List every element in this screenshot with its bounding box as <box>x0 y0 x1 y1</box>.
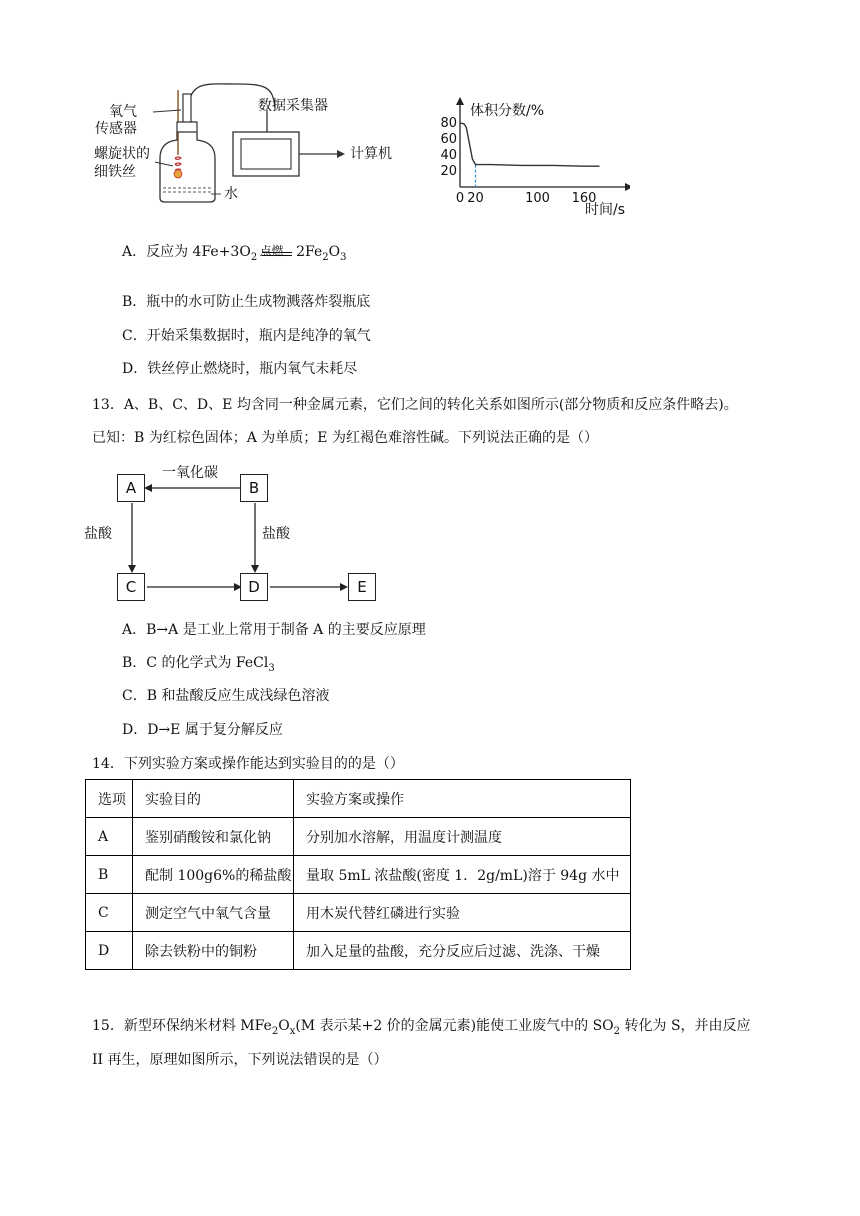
table-header-cell: 实验目的 <box>133 780 294 818</box>
x-tick-label: 100 <box>525 191 550 206</box>
table-header-row <box>86 780 631 818</box>
table-cell: 配制 100g6%的稀盐酸 <box>133 856 294 894</box>
y-axis-label: 体积分数/% <box>470 103 545 119</box>
q12-option-a: A．反应为 $4Fe+3O_2$ 点燃 $2Fe_2O_3$ <box>122 242 346 268</box>
q12-option-c: C．开始采集数据时，瓶内是纯净的氧气 <box>122 328 371 344</box>
table-cell: A <box>86 818 133 856</box>
y-tick-label: 80 <box>440 116 457 131</box>
series-line-0 <box>460 123 600 166</box>
q12-option-b: B．瓶中的水可防止生成物溅落炸裂瓶底 <box>122 294 371 310</box>
table-cell: D <box>86 932 133 970</box>
label-sensor: 传感器 <box>95 121 137 137</box>
label-spiral: 螺旋状的 <box>94 146 150 162</box>
table-cell: 分别加水溶解，用温度计测温度 <box>294 818 631 856</box>
node-b: B <box>240 474 268 502</box>
q12-option-d: D．铁丝停止燃烧时，瓶内氧气未耗尽 <box>122 361 358 377</box>
label-data-collector: 数据采集器 <box>258 98 328 114</box>
q13-stem-line1: 13．A、B、C、D、E 均含同一种金属元素，它们之间的转化关系如图所示(部分物质和反应条件略去)。 <box>92 397 738 413</box>
label-carbon-monoxide: 一氧化碳 <box>162 465 218 481</box>
table-cell: 加入足量的盐酸，充分反应后过滤、洗涤、干燥 <box>294 932 631 970</box>
table-cell: 用木炭代替红磷进行实验 <box>294 894 631 932</box>
x-tick-label: 0 <box>455 191 465 206</box>
label-oxygen: 氧气 <box>109 104 137 120</box>
y-tick-label: 20 <box>440 164 457 179</box>
x-tick-label: 20 <box>467 191 484 206</box>
reaction-condition: 点燃 <box>259 244 284 258</box>
table-row <box>86 894 631 932</box>
label-hcl-right: 盐酸 <box>262 526 290 542</box>
table-cell: C <box>86 894 133 932</box>
table-row <box>86 818 631 856</box>
x-tick-label: 160 <box>571 191 597 206</box>
node-d: D <box>240 573 268 601</box>
table-row <box>86 932 631 970</box>
label-water: 水 <box>224 186 238 202</box>
q13-option-c: C．B 和盐酸反应生成浅绿色溶液 <box>122 688 330 704</box>
y-axis-arrow <box>456 97 464 105</box>
table-header-cell: 选项 <box>86 780 133 818</box>
table-cell: 量取 5mL 浓盐酸(密度 1．2g/mL)溶于 94g 水中 <box>294 856 631 894</box>
chart-marks <box>460 123 600 187</box>
table-cell: 测定空气中氧气含量 <box>133 894 294 932</box>
q13-option-d: D．D→E 属于复分解反应 <box>122 722 283 738</box>
q13-stem-line2: 已知：B 为红棕色固体；A 为单质；E 为红褐色难溶性碱。下列说法正确的是（） <box>92 430 598 446</box>
label-computer: 计算机 <box>350 146 392 162</box>
q15-stem-line2: II 再生，原理如图所示，下列说法错误的是（） <box>92 1052 388 1068</box>
label-iron-wire: 细铁丝 <box>94 164 136 180</box>
y-tick-label: 60 <box>440 132 457 147</box>
table-header-cell: 实验方案或操作 <box>294 780 631 818</box>
x-axis-arrow <box>625 183 630 191</box>
q13-option-a: A．B→A 是工业上常用于制备 A 的主要反应原理 <box>122 622 426 638</box>
table-cell: 鉴别硝酸铵和氯化钠 <box>133 818 294 856</box>
node-e: E <box>348 573 376 601</box>
node-a: A <box>117 474 145 502</box>
q13-option-b: B．C 的化学式为 FeCl$_3$ <box>122 655 275 674</box>
q15-stem-line1: 15．新型环保纳米材料 $MFe_2O_x(M$ 表示某+2 价的金属元素)能使工业废气中的 $SO_2$ 转化为 S，并由反应 <box>92 1018 751 1037</box>
label-hcl-left: 盐酸 <box>84 526 112 542</box>
q14-table <box>85 779 631 970</box>
y-tick-label: 40 <box>440 148 457 163</box>
table-row <box>86 856 631 894</box>
table-cell: B <box>86 856 133 894</box>
node-c: C <box>117 573 145 601</box>
q14-stem: 14．下列实验方案或操作能达到实验目的的是（） <box>92 756 404 772</box>
chart-axes <box>440 97 630 218</box>
apparatus-figure <box>85 80 415 210</box>
oxygen-volume-chart <box>430 95 630 220</box>
x-axis-label: 时间/s <box>585 202 626 218</box>
table-cell: 除去铁粉中的铜粉 <box>133 932 294 970</box>
